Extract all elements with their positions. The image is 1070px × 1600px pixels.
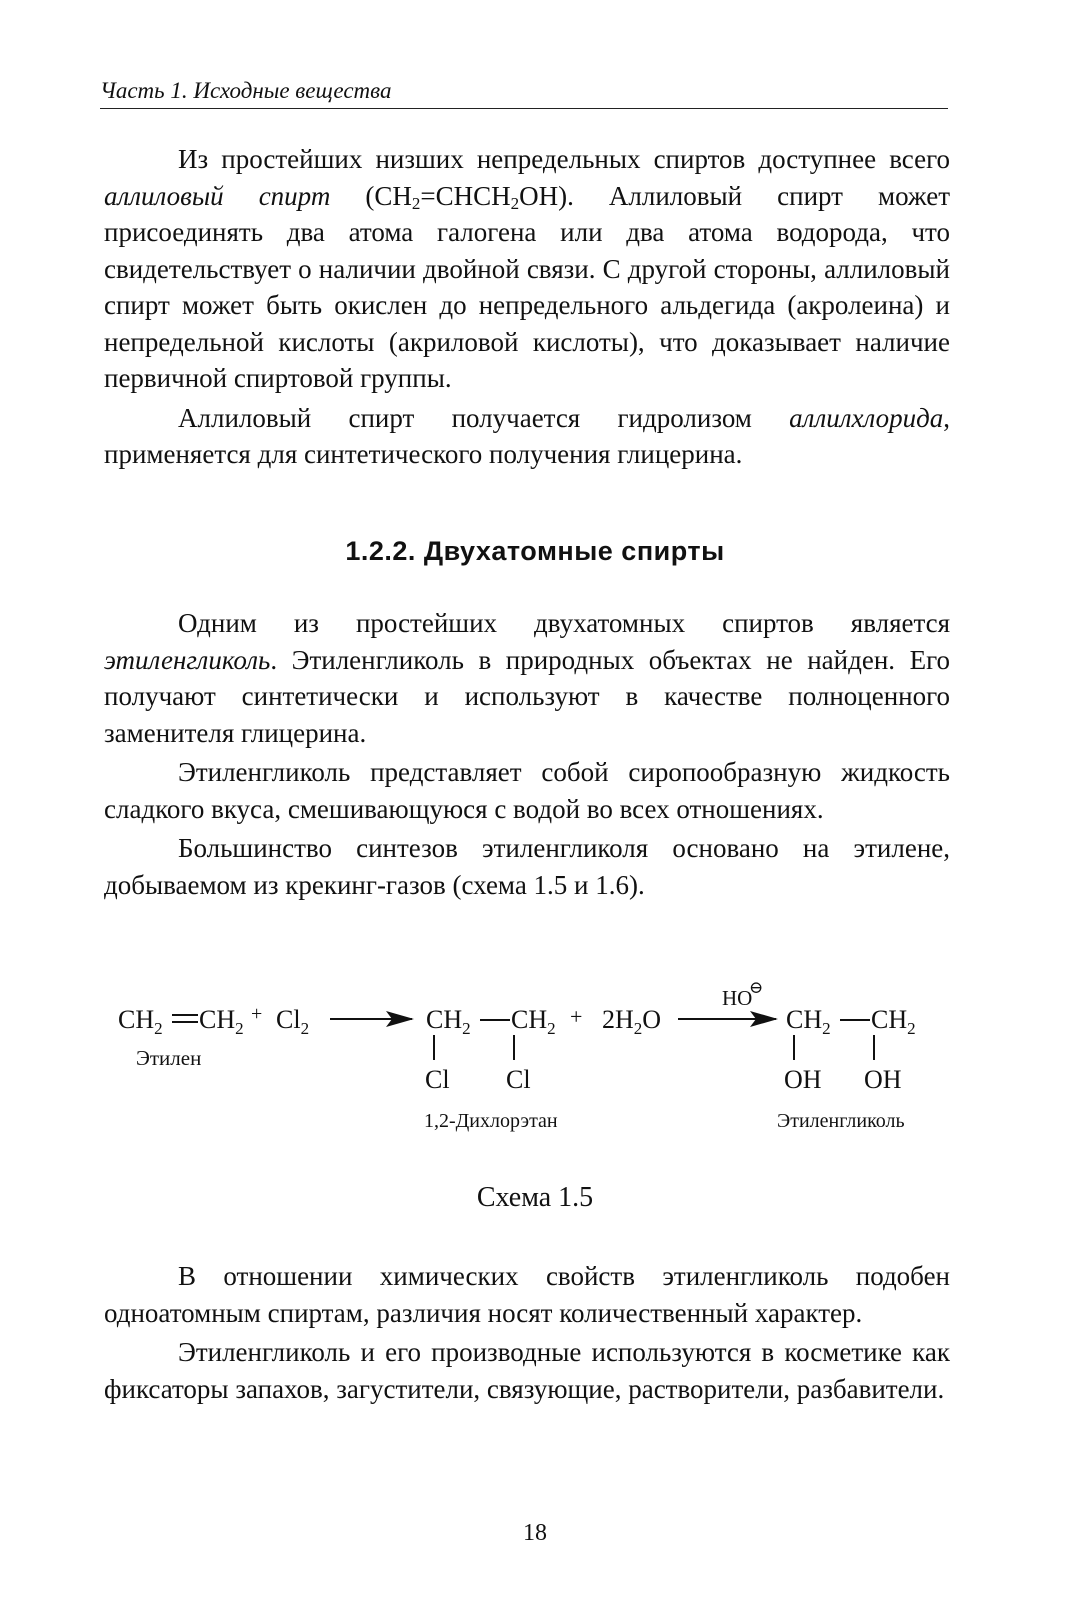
- paragraph-cosmetics-use: Этиленгликоль и его производные используются в косметике как фиксаторы запахов, загустители, связующие, растворители, разбавители.: [104, 1337, 950, 1404]
- catalyst-hydroxide: HO: [722, 986, 753, 1010]
- plus-sign-1: +: [251, 1003, 263, 1025]
- negative-charge: ⊖: [749, 978, 764, 997]
- label-ethylene-glycol: Этиленгликоль: [777, 1110, 905, 1132]
- text-run: Аллиловый спирт получается гидролизом: [178, 402, 790, 433]
- paragraph-ethylene-glycol: [104, 605, 950, 751]
- text-block-bottom: [104, 1258, 950, 1407]
- text-run: Из простейших низших непредельных спиртов доступнее всего: [178, 144, 950, 174]
- paragraph-synthesis: Большинство синтезов этиленгликоля основано на этилене, добываемом из крекинг-газов (схема 1.5 и 1.6).: [104, 833, 950, 900]
- paragraph-allyl-alcohol: [104, 141, 950, 397]
- dichloroethane-ch2-right: $CH_2$: [511, 1005, 556, 1038]
- text-block-middle: [104, 605, 950, 903]
- paragraph-allyl-chloride: [104, 400, 950, 473]
- hydroxyl-right: OH: [864, 1065, 902, 1094]
- text-run: =CHCH: [420, 180, 511, 211]
- chlorine-right: Cl: [506, 1065, 531, 1094]
- scheme-caption: Схема 1.5: [476, 1182, 594, 1213]
- italic-term: аллилхлорида: [789, 402, 944, 433]
- text-run: Одним из простейших двухатомных спиртов является: [178, 608, 950, 638]
- text-run: (CH: [330, 180, 412, 211]
- dichloroethane-ch2-left: $CH_2$: [426, 1005, 471, 1038]
- italic-term: аллиловый спирт: [104, 180, 331, 211]
- paragraph-chemical-properties: В отношении химических свойств этиленгликоль подобен одноатомным спиртам, различия носят количественный характер.: [104, 1261, 950, 1328]
- water-reagent: $2H_2O$: [602, 1005, 662, 1038]
- text-run: , применяется для синтетического получения глицерина.: [104, 402, 950, 469]
- text-run: OH). Аллиловый спирт может присоединять два атома галогена или два атома водорода, что свидетельствует о наличии двойной связи. С другой стороны, аллиловый спирт может быть окислен до непредельного альдегида (акролеина) и непредельной кислоты (акриловой кислоты), что доказывает наличие первичной спиртовой группы.: [104, 180, 951, 393]
- chlorine-reagent: $Cl_2$: [276, 1005, 310, 1038]
- text-block-top: [104, 141, 950, 473]
- label-ethylene: Этилен: [136, 1046, 202, 1070]
- reaction-scheme: [100, 975, 960, 1160]
- plus-sign-2: +: [570, 1004, 583, 1029]
- running-header: Часть 1. Исходные вещества: [100, 78, 948, 109]
- hydroxyl-left: OH: [784, 1065, 822, 1094]
- italic-term: этиленгликоль: [104, 644, 271, 675]
- subscript: 2: [510, 193, 520, 213]
- subscript: 2: [411, 193, 421, 213]
- reaction-scheme-svg: [100, 975, 960, 1155]
- page-number: 18: [523, 1520, 547, 1546]
- glycol-ch2-right: $CH_2$: [871, 1005, 916, 1038]
- paragraph-properties: Этиленгликоль представляет собой сиропообразную жидкость сладкого вкуса, смешивающуюся с водой во всех отношениях.: [104, 757, 950, 824]
- ethylene-ch2-right: $CH_2$: [199, 1005, 244, 1038]
- section-heading: 1.2.2. Двухатомные спирты: [345, 536, 725, 566]
- ethylene-ch2-left: $CH_2$: [118, 1005, 163, 1038]
- label-dichloroethane: 1,2-Дихлорэтан: [424, 1110, 558, 1132]
- text-run: . Этиленгликоль в природных объектах не найден. Его получают синтетически и используют в качестве полноценного заменителя глицерина.: [104, 644, 950, 748]
- chlorine-left: Cl: [425, 1065, 450, 1094]
- glycol-ch2-left: $CH_2$: [786, 1005, 831, 1038]
